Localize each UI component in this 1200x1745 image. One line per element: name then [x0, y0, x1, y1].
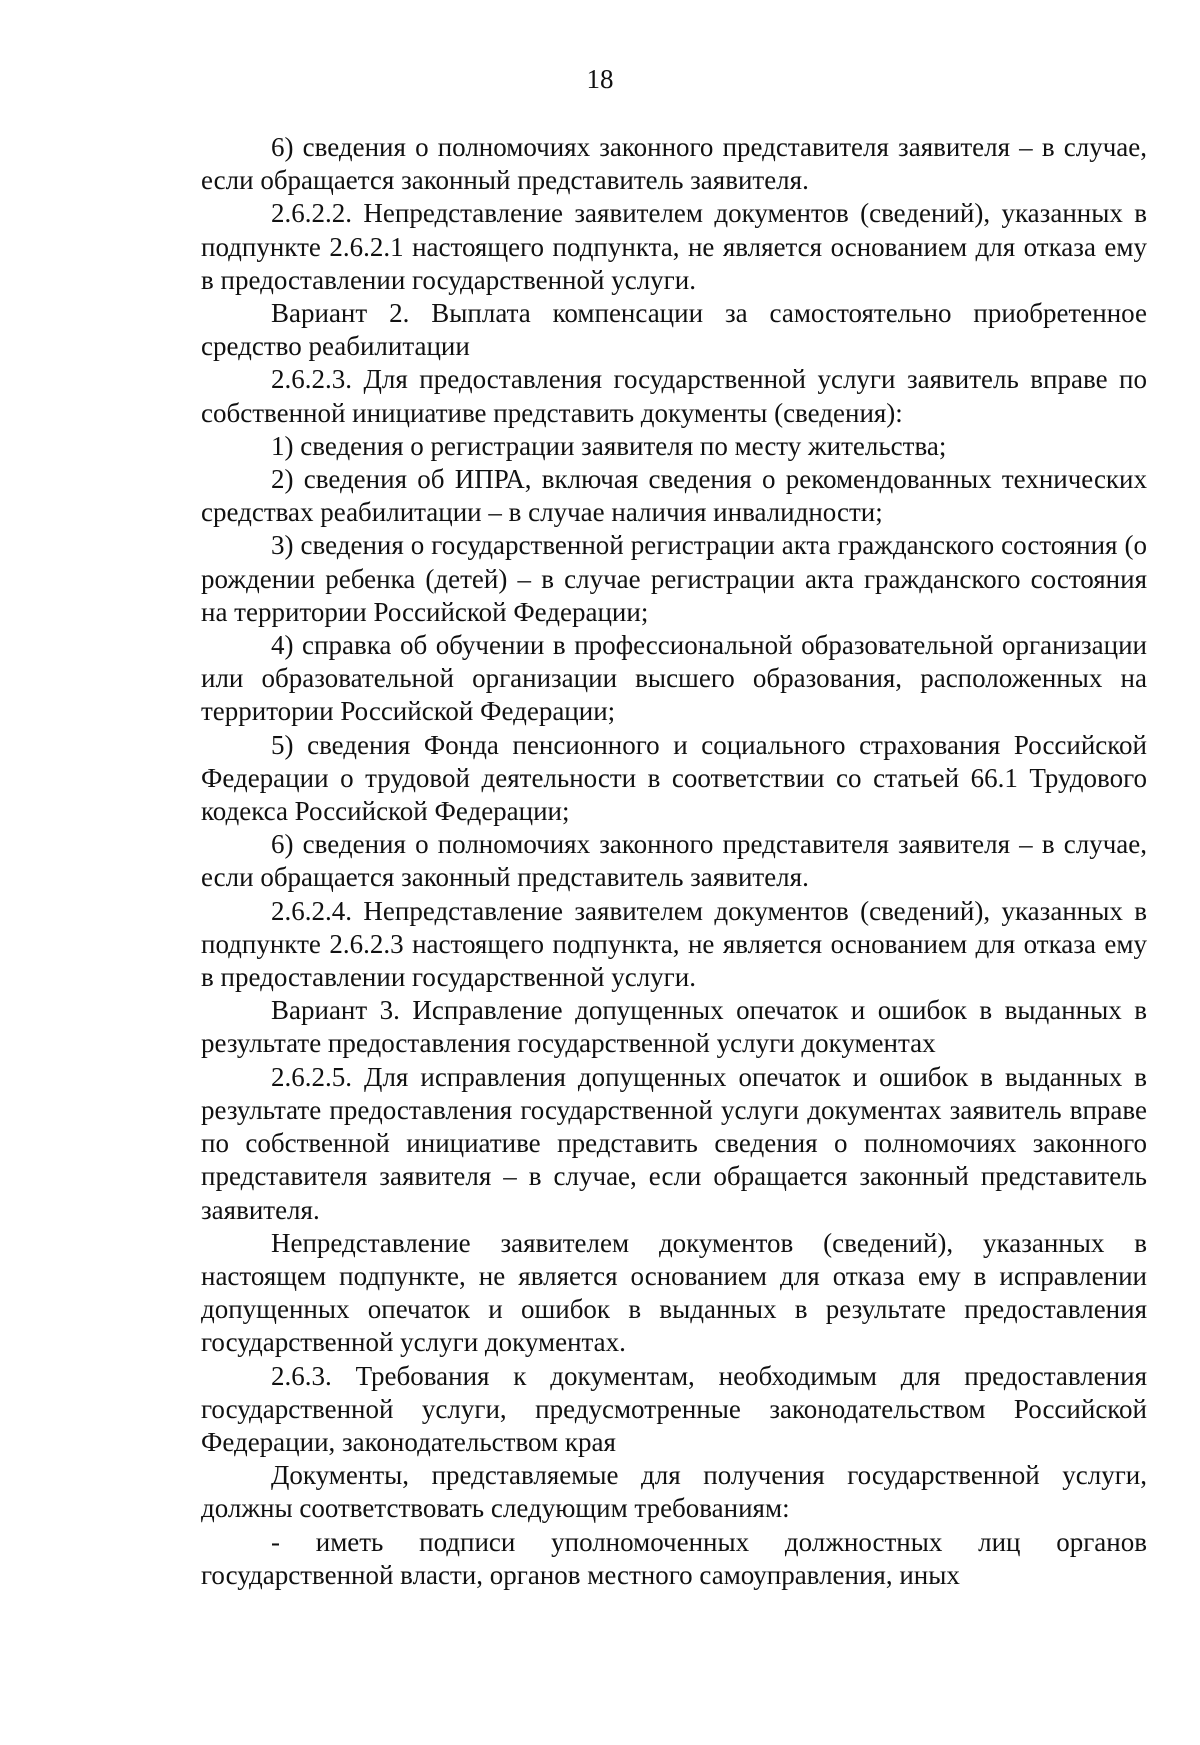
paragraph-non-submission: Непредставление заявителем документов (сведений), указанных в настоящем подпункте, не является основанием для отказа ему в исправлении допущенных опечаток и ошибок в выданных в результате предоставления государственной услуги документах. — [201, 1227, 1147, 1358]
list-item-4: 4) справка об обучении в профессиональной образовательной организации или образовательной организации высшего образования, расположенных на территории Российской Федерации; — [201, 630, 1147, 727]
list-item-1: 1) сведения о регистрации заявителя по месту жительства; — [271, 430, 947, 461]
paragraph-item-6-authority: 6) сведения о полномочиях законного представителя заявителя – в случае, если обращается законный представитель заявителя. — [201, 132, 1147, 196]
document-body — [201, 131, 1147, 1592]
paragraph-2-6-2-3: 2.6.2.3. Для предоставления государственной услуги заявитель вправе по собственной инициативе представить документы (сведения): — [201, 364, 1147, 428]
paragraph-2-6-2-2: 2.6.2.2. Непредставление заявителем документов (сведений), указанных в подпункте 2.6.2.1 настоящего подпункта, не является основанием для отказа ему в предоставлении государственной услуги. — [201, 198, 1147, 295]
paragraph-2-6-3: 2.6.3. Требования к документам, необходимым для предоставления государственной услуги, предусмотренные законодательством Российской Федерации, законодательством края — [201, 1360, 1147, 1457]
paragraph-2-6-2-5: 2.6.2.5. Для исправления допущенных опечаток и ошибок в выданных в результате предоставления государственной услуги документах заявитель вправе по собственной инициативе представить сведения о полномочиях законного представителя заявителя – в случае, если обращается законный представитель заявителя. — [201, 1061, 1147, 1225]
variant-2-heading: Вариант 2. Выплата компенсации за самостоятельно приобретенное средство реабилитации — [201, 298, 1147, 362]
paragraph-documents-requirements: Документы, представляемые для получения государственной услуги, должны соответствовать следующим требованиям: — [201, 1460, 1147, 1524]
paragraph-2-6-2-4: 2.6.2.4. Непредставление заявителем документов (сведений), указанных в подпункте 2.6.2.3 настоящего подпункта, не является основанием для отказа ему в предоставлении государственной услуги. — [201, 895, 1147, 993]
page-number: 18 — [586, 64, 614, 94]
list-item-6: 6) сведения о полномочиях законного представителя заявителя – в случае, если обращается законный представитель заявителя. — [201, 829, 1147, 893]
list-item-3: 3) сведения о государственной регистрации акта гражданского состояния (о рождении ребенка (детей) – в случае регистрации акта гражданского состояния на территории Российской Федерации; — [201, 530, 1147, 627]
list-item-signatures: - иметь подписи уполномоченных должностных лиц органов государственной власти, органов местного самоуправления, иных — [201, 1526, 1147, 1590]
list-item-5: 5) сведения Фонда пенсионного и социального страхования Российской Федерации о трудовой деятельности в соответствии со статьей 66.1 Трудового кодекса Российской Федерации; — [201, 729, 1147, 827]
variant-3-heading: Вариант 3. Исправление допущенных опечаток и ошибок в выданных в результате предоставления государственной услуги документах — [201, 995, 1147, 1059]
list-item-2: 2) сведения об ИПРА, включая сведения о рекомендованных технических средствах реабилитации – в случае наличия инвалидности; — [201, 464, 1147, 528]
